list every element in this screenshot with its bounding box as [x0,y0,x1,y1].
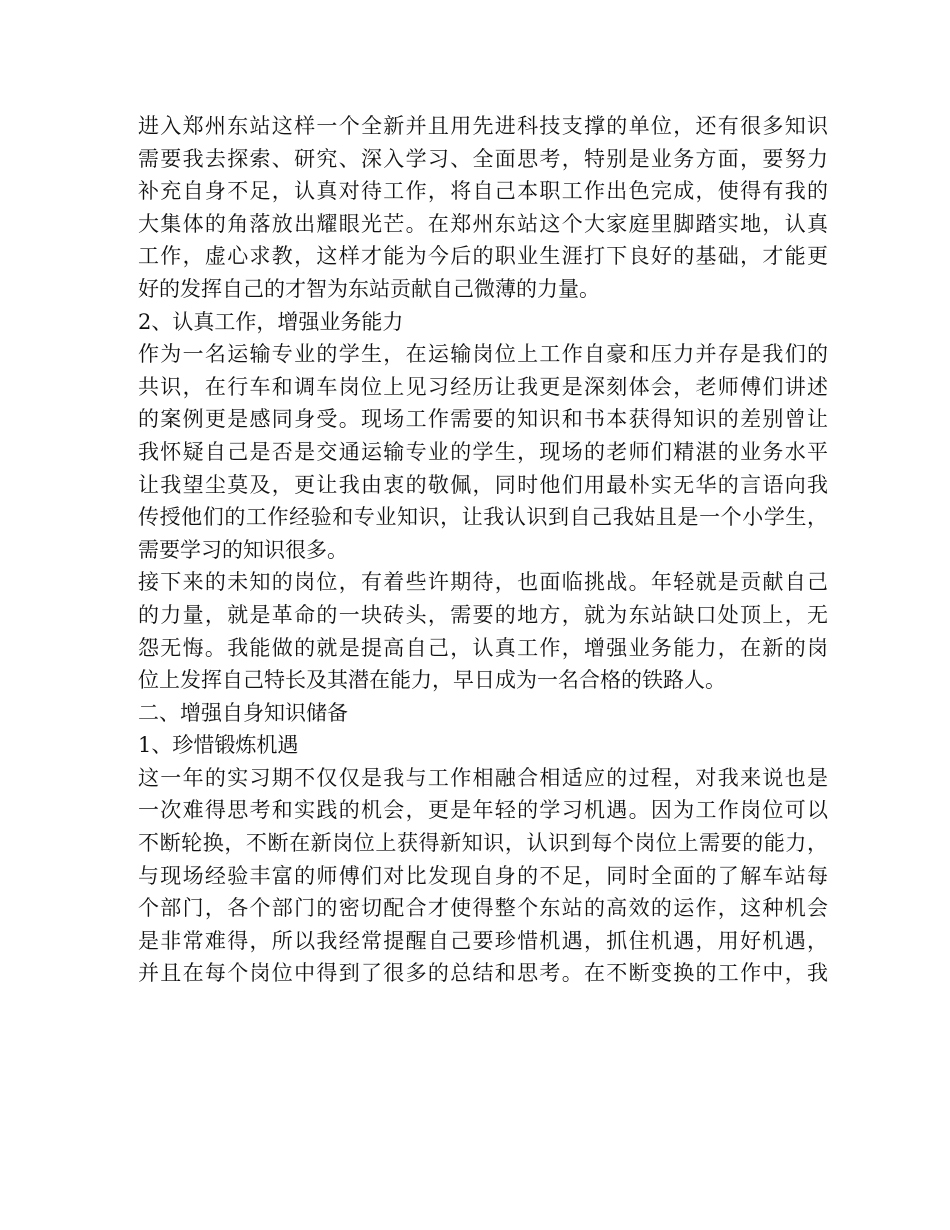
text-line: 的案例更是感同身受。现场工作需要的知识和书本获得知识的差别曾让 [138,407,828,432]
text-line: 1、珍惜锻炼机遇 [138,733,299,758]
text-line: 我怀疑自己是否是交通运输专业的学生，现场的老师们精湛的业务水平 [138,439,828,464]
text-line: 好的发挥自己的才智为东站贡献自己微薄的力量。 [138,276,600,301]
text-line: 工作，虚心求教，这样才能为今后的职业生涯打下良好的基础，才能更 [138,244,828,269]
text-line: 接下来的未知的岗位，有着些许期待，也面临挑战。年轻就是贡献自己 [138,570,828,595]
text-line: 大集体的角落放出耀眼光芒。在郑州东站这个大家庭里脚踏实地，认真 [138,211,828,236]
text-line: 不断轮换，不断在新岗位上获得新知识，认识到每个岗位上需要的能力， [138,831,828,856]
text-line: 二、增强自身知识储备 [138,700,348,725]
text-line: 进入郑州东站这样一个全新并且用先进科技支撑的单位，还有很多知识 [138,114,828,138]
text-line: 需要学习的知识很多。 [138,537,348,562]
document-page [138,110,828,990]
text-line: 传授他们的工作经验和专业知识，让我认识到自己我姑且是一个小学生， [138,505,828,530]
text-line: 共识，在行车和调车岗位上见习经历让我更是深刻体会，老师傅们讲述 [138,374,828,399]
text-line: 需要我去探索、研究、深入学习、全面思考，特别是业务方面，要努力 [138,146,828,171]
text-line: 并且在每个岗位中得到了很多的总结和思考。在不断变换的工作中，我 [138,961,828,986]
text-line: 2、认真工作，增强业务能力 [138,309,404,334]
text-line: 这一年的实习期不仅仅是我与工作相融合相适应的过程，对我来说也是 [138,765,828,790]
text-line: 个部门，各个部门的密切配合才使得整个东站的高效的运作，这种机会 [138,896,828,921]
text-line: 一次难得思考和实践的机会，更是年轻的学习机遇。因为工作岗位可以 [138,798,828,823]
text-line: 让我望尘莫及，更让我由衷的敬佩，同时他们用最朴实无华的言语向我 [138,472,828,497]
text-line: 位上发挥自己特长及其潜在能力，早日成为一名合格的铁路人。 [138,668,726,693]
text-line: 作为一名运输专业的学生，在运输岗位上工作自豪和压力并存是我们的 [138,342,828,367]
text-line: 是非常难得，所以我经常提醒自己要珍惜机遇，抓住机遇，用好机遇， [138,928,828,953]
text-line: 与现场经验丰富的师傅们对比发现自身的不足，同时全面的了解车站每 [138,863,828,888]
text-line: 怨无悔。我能做的就是提高自己，认真工作，增强业务能力，在新的岗 [138,635,828,660]
text-line: 补充自身不足，认真对待工作，将自己本职工作出色完成，使得有我的 [138,179,828,204]
text-line: 的力量，就是革命的一块砖头，需要的地方，就为东站缺口处顶上，无 [138,602,828,627]
